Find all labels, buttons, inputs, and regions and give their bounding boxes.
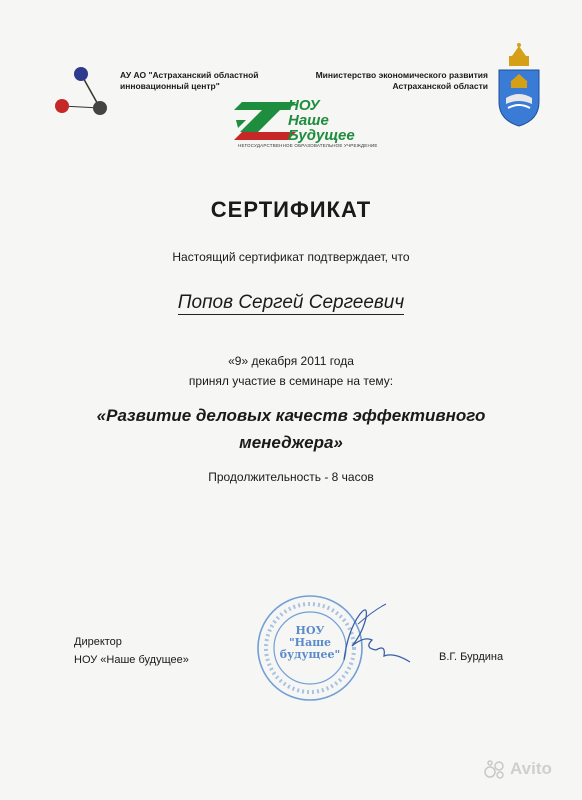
org-right-line1: Министерство экономического развития	[315, 70, 488, 80]
avito-logo-icon	[484, 758, 506, 780]
org-left-name	[120, 70, 290, 92]
org-right-line2: Астраханской области	[392, 81, 488, 91]
seminar-topic: «Развитие деловых качеств эффективного менеджера»	[96, 406, 486, 452]
duration-text: Продолжительность - 8 часов	[208, 470, 374, 484]
org-left-line1: АУ АО "Астраханский областной	[120, 70, 259, 80]
nou-line3: Будущее	[288, 127, 355, 144]
watermark-text: Avito	[510, 759, 552, 778]
participation-text: принял участие в семинаре на тему:	[188, 374, 394, 388]
stamp-line1: НОУ	[295, 624, 325, 637]
recipient-name-text: Попов Сергей Сергеевич	[177, 292, 405, 313]
nou-subtitle: НЕГОСУДАРСТВЕННОЕ ОБРАЗОВАТЕЛЬНОЕ УЧРЕЖДЕНИЕ	[238, 143, 378, 148]
director-title: Директор	[74, 636, 122, 648]
stamp-line2: "Наше	[288, 636, 332, 649]
confirm-text: Настоящий сертификат подтверждает, что	[172, 250, 410, 264]
signer-name: В.Г. Бурдина	[439, 651, 504, 663]
org-left-line2: инновационный центр"	[120, 81, 220, 91]
certificate-title: СЕРТИФИКАТ	[210, 197, 372, 222]
org-right-name	[300, 70, 488, 92]
nou-line1: НОУ	[288, 97, 320, 114]
nou-line2: Наше	[288, 112, 329, 129]
director-org: НОУ «Наше будущее»	[74, 654, 189, 666]
event-date: «9» декабря 2011 года	[228, 354, 354, 368]
recipient-name	[0, 292, 582, 314]
stamp-line3: будущее"	[279, 648, 341, 661]
molecule-logo-icon	[48, 62, 112, 122]
nou-logo-text	[288, 98, 355, 143]
signature-icon	[314, 600, 414, 670]
coat-of-arms-icon	[494, 40, 544, 128]
watermark	[484, 758, 574, 780]
director-block	[74, 633, 189, 669]
